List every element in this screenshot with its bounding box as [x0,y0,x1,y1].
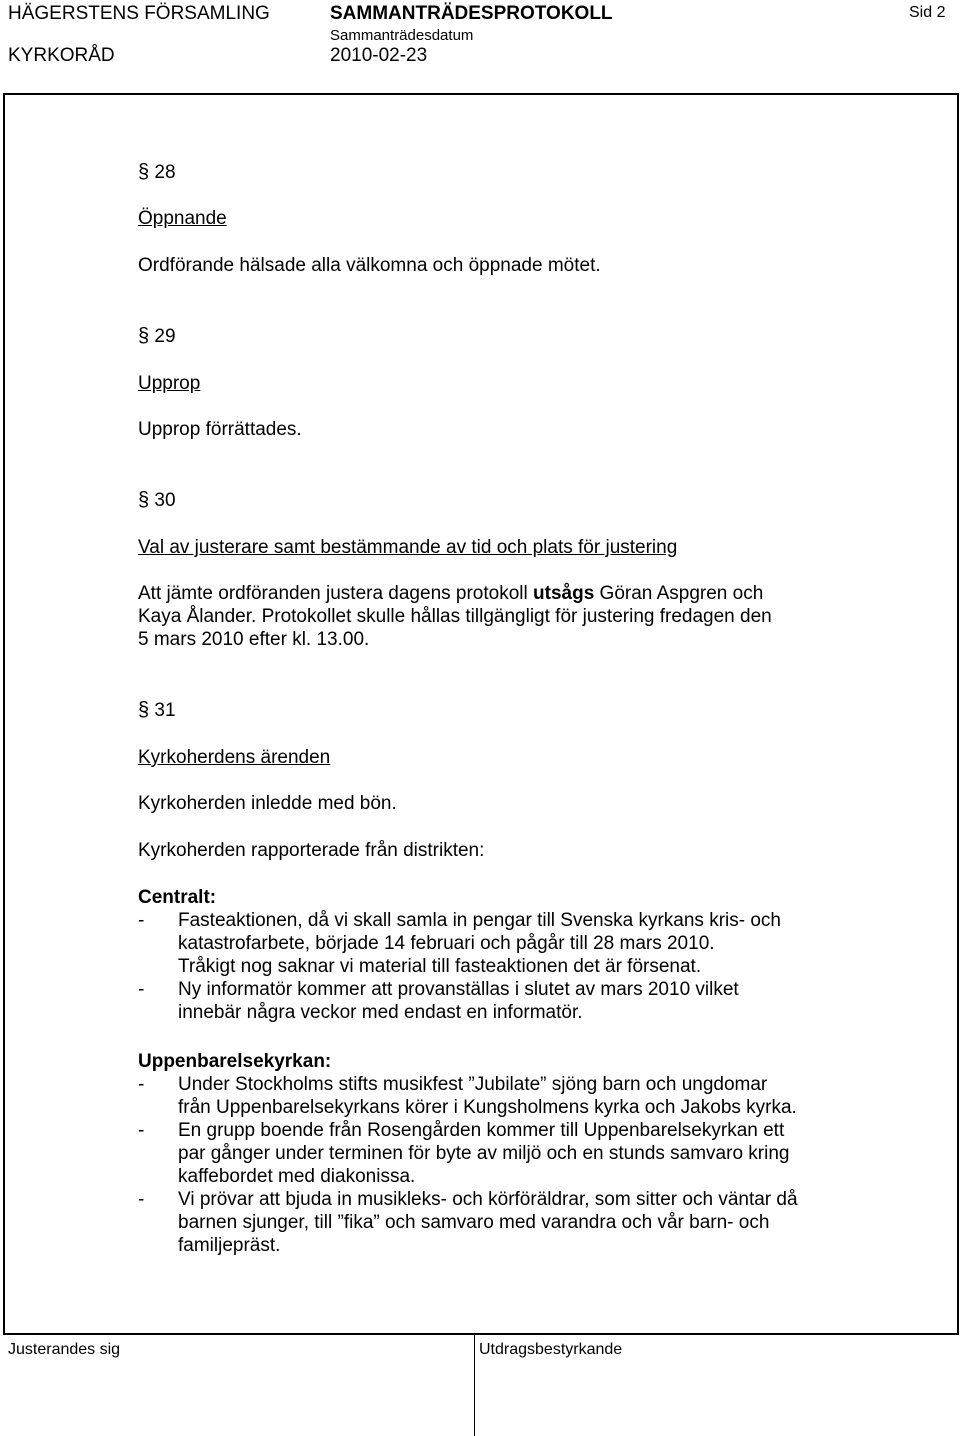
list-item [138,1188,858,1257]
section-sign: § [138,325,150,347]
list-item [138,909,858,978]
centralt-list [138,909,858,1024]
date-label: Sammanträdesdatum [330,27,474,44]
section-text: Kyrkoherden rapporterade från distrikten: [138,840,485,861]
list-item-line: innebär några veckor med endast en informatör. [178,1002,583,1023]
section-title: Kyrkoherdens ärenden [138,747,331,768]
group-heading-centralt: Centralt: [138,887,217,908]
section-text-line: Kaya Ålander. Protokollet skulle hållas tillgängligt för justering fredagen den [138,606,772,627]
list-item [138,1119,858,1188]
list-item-line: Tråkigt nog saknar vi material till fasteaktionen det är försenat. [178,956,702,977]
certification-label: Utdragsbestyrkande [479,1341,623,1358]
list-dash: - [138,1189,145,1210]
list-item-line: katastrofarbete, började 14 februari och pågår till 28 mars 2010. [178,933,715,954]
section-title: Val av justerare samt bestämmande av tid och plats för justering [138,537,678,558]
list-item [138,978,858,1024]
footer-divider [474,1334,475,1436]
list-item-text [178,909,858,978]
bold-text-run: utsågs [533,583,595,604]
organization-name: HÄGERSTENS FÖRSAMLING [8,3,270,24]
list-item-line: kaffebordet med diakonissa. [178,1166,416,1187]
text-run: Göran Aspgren och [594,583,764,604]
section-title: Öppnande [138,208,227,229]
uppenbarelsekyrkan-list [138,1073,858,1257]
text-run: Att jämte ordföranden justera dagens protokoll [138,583,534,604]
section-number: 31 [154,700,176,721]
page-number: Sid 2 [909,4,946,21]
list-item-text [178,1188,858,1257]
section-sign: § [138,161,150,183]
section-sign: § [138,699,150,721]
section-sign: § [138,489,150,511]
list-item-line: barnen sjunger, till ”fika” och samvaro med varandra och vår barn- och [178,1212,770,1233]
section-number: 30 [154,490,176,511]
adjuster-signature-label: Justerandes sig [8,1341,121,1358]
section-text: Kyrkoherden inledde med bön. [138,793,397,814]
meeting-date: 2010-02-23 [330,45,428,66]
list-item-line: familjepräst. [178,1235,281,1256]
list-item-line: par gånger under terminen för byte av miljö och en stunds samvaro kring [178,1143,790,1164]
group-heading-uppenbarelsekyrkan: Uppenbarelsekyrkan: [138,1051,332,1072]
list-dash: - [138,910,145,931]
list-item-text [178,978,858,1024]
section-text-line: 5 mars 2010 efter kl. 13.00. [138,629,370,650]
list-dash: - [138,979,145,1000]
list-item-line: Fasteaktionen, då vi skall samla in pengar till Svenska kyrkans kris- och [178,910,781,931]
list-dash: - [138,1074,145,1095]
footer-rule [3,1333,959,1335]
section-text-line [138,582,763,605]
section-number-30 [138,489,176,512]
section-number: 29 [154,326,176,347]
section-number-28 [138,161,176,184]
list-item-line: En grupp boende från Rosengården kommer till Uppenbarelsekyrkan ett [178,1120,785,1141]
list-item [138,1073,858,1119]
list-item-text [178,1119,858,1188]
list-item-line: Ny informatör kommer att provanställas i slutet av mars 2010 vilket [178,979,739,1000]
unit-name: KYRKORÅD [8,45,115,66]
document-type: SAMMANTRÄDESPROTOKOLL [330,3,613,24]
list-dash: - [138,1120,145,1141]
section-number-31 [138,699,176,722]
section-text: Ordförande hälsade alla välkomna och öppnade mötet. [138,255,601,276]
list-item-text [178,1073,858,1119]
list-item-line: Vi prövar att bjuda in musikleks- och körföräldrar, som sitter och väntar då [178,1189,798,1210]
section-number-29 [138,325,176,348]
section-number: 28 [154,162,176,183]
section-title: Upprop [138,373,201,394]
section-text: Upprop förrättades. [138,419,302,440]
list-item-line: Under Stockholms stifts musikfest ”Jubilate” sjöng barn och ungdomar [178,1074,768,1095]
list-item-line: från Uppenbarelsekyrkans körer i Kungsholmens kyrka och Jakobs kyrka. [178,1097,797,1118]
